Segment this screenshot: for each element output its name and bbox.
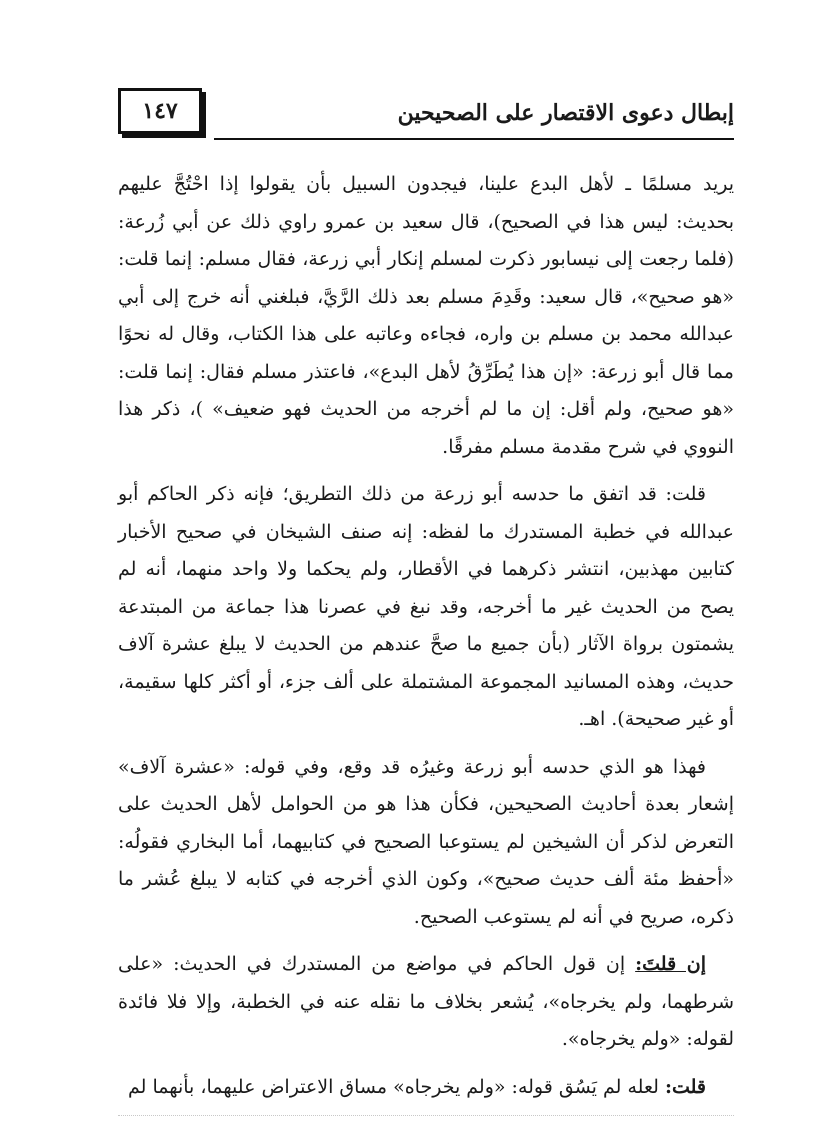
paragraph-text: لعله لم يَسُق قوله: «ولم يخرجاه» مساق الاعتراض عليهما، بأنهما لم bbox=[127, 1075, 665, 1098]
paragraph-text: إن قول الحاكم في مواضع من المستدرك في الحديث: «على شرطهما، ولم يخرجاه»، يُشعر بخلاف ما نقله عنه في الخطبة، وإلا فلا فائدة لقوله: «ولم يخرجاه». bbox=[118, 953, 734, 1050]
paragraph-lead: إن قلتَ: bbox=[635, 953, 707, 975]
paragraph-lead: قلت: bbox=[664, 1075, 706, 1098]
paragraph-text: فهذا هو الذي حدسه أبو زرعة وغيرُه قد وقع، وفي قوله: «عشرة آلاف» إشعار بعدة أحاديث الصحيحين، فكأن هذا هو من الحوامل لأهل الحديث على التعرض لذكر أن الشيخين لم يستوعبا الصحيح في كتابيهما، أما البخاري فقولُه: «أحفظ مئة ألف حديث صحيح»، وكون الذي أخرجه في كتابه لا يبلغ عُشر ما ذكره، صريح في أنه لم يستوعب الصحيح. bbox=[118, 755, 734, 928]
paragraph-4 bbox=[118, 946, 734, 1059]
paragraph-2 bbox=[118, 476, 734, 739]
bottom-rule bbox=[118, 1115, 734, 1116]
page-header bbox=[118, 88, 734, 142]
paragraph-text: يريد مسلمًا ـ لأهل البدع علينا، فيجدون السبيل بأن يقولوا إذا احْتُجَّ عليهم بحديث: ليس هذا في الصحيح)، قال سعيد بن عمرو راوي ذلك عن أبي زُرعة: (فلما رجعت إلى نيسابور ذكرت لمسلم إنكار أبي زرعة، فقال مسلم: إنما قلت: «هو صحيح»، قال سعيد: وقَدِمَ مسلم بعد ذلك الرَّيَّ، فبلغني أنه خرج إلى أبي عبدالله محمد بن مسلم بن واره، فجاءه وعاتبه على هذا الكتاب، وقال له نحوًا مما قال أبو زرعة: «إن هذا يُطَرِّقُ لأهل البدع»، فاعتذر مسلم فقال: إنما قلت: «هو صحيح، ولم أقل: إن ما لم أخرجه من الحديث فهو ضعيف» )، ذكر هذا النووي في شرح مقدمة مسلم مفرقًا. bbox=[118, 173, 734, 458]
paragraph-text: قلت: قد اتفق ما حدسه أبو زرعة من ذلك التطريق؛ فإنه ذكر الحاكم أبو عبدالله في خطبة المستدرك ما لفظه: إنه صنف الشيخان في صحيح الأخبار كتابين مهذبين، انتشر ذكرهما في الأقطار، ولم يحكما ولا واحد منهما، أنه لم يصح من الحديث غير ما أخرجه، وقد نبغ في عصرنا هذا جماعة من المبتدعة يشمتون برواة الآثار (بأن جميع ما صحَّ عندهم من الحديث لا يبلغ عشرة آلاف حديث، وهذه المسانيد المجموعة المشتملة على ألف جزء، أو أكثر كلها سقيمة، أو غير صحيحة). اهـ. bbox=[118, 483, 734, 730]
paragraph-5 bbox=[118, 1069, 734, 1107]
running-title: إبطال دعوى الاقتصار على الصحيحين bbox=[397, 100, 734, 126]
page-body bbox=[118, 166, 734, 1106]
page-number: ١٤٧ bbox=[118, 88, 202, 134]
paragraph-3 bbox=[118, 749, 734, 937]
paragraph-1 bbox=[118, 166, 734, 466]
header-rule bbox=[214, 138, 734, 140]
